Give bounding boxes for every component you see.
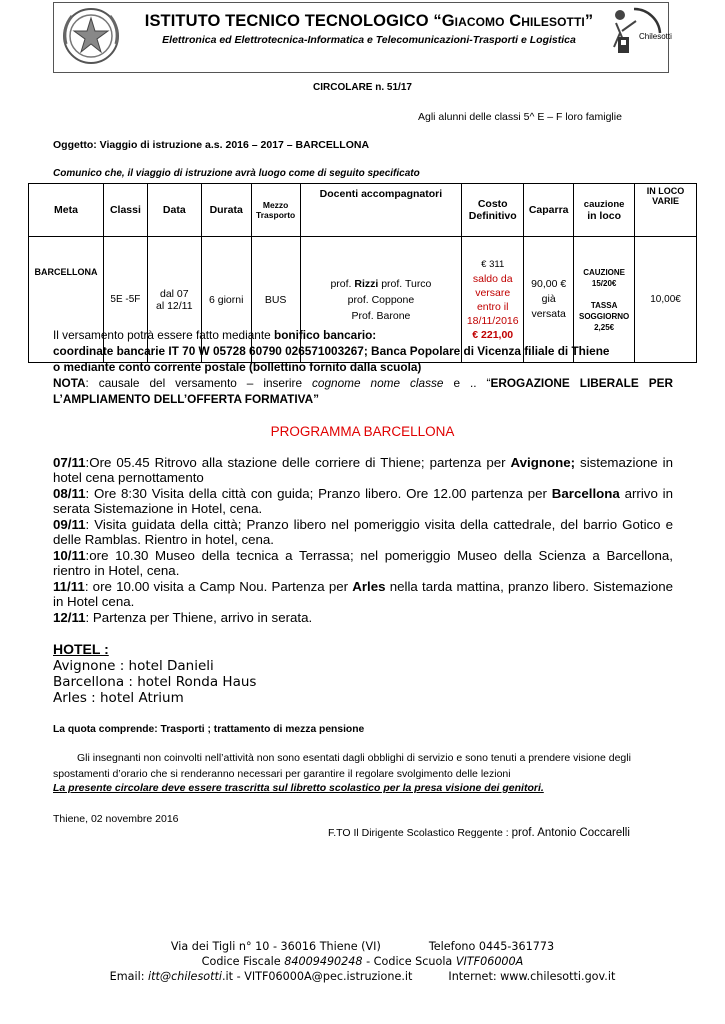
- program-day-4: 10/11:ore 10.30 Museo della tecnica a Terrassa; nel pomeriggio Museo della Scienza a Barcellona, rientro in Hotel, cena.: [53, 548, 673, 579]
- school-logo: [612, 3, 672, 55]
- republic-emblem-icon: [58, 6, 124, 66]
- col-durata: Durata: [201, 184, 251, 237]
- cell-durata: 6 giorni: [201, 237, 251, 363]
- cell-mezzo: BUS: [251, 237, 300, 363]
- school-logo-icon: [612, 3, 668, 55]
- document-date: Thiene, 02 novembre 2016: [53, 813, 179, 825]
- col-inloco: IN LOCO VARIE: [635, 184, 697, 237]
- cell-classi: 5E -5F: [103, 237, 147, 363]
- programma-title: PROGRAMMA BARCELLONA: [270, 424, 455, 439]
- payment-line-1: Il versamento potrà essere fatto mediante bonifico bancario:: [53, 328, 377, 342]
- subject: Oggetto: Viaggio di istruzione a.s. 2016 – 2017 – BARCELLONA: [53, 139, 370, 151]
- trascrizione-note: La presente circolare deve essere trascritta sul libretto scolastico per la presa visione dei genitori.: [53, 782, 544, 794]
- institute-subtitle: Elettronica ed Elettrotecnica-Informatica e Telecomunicazioni-Trasporti e Logistica: [162, 34, 576, 46]
- col-classi: Classi: [103, 184, 147, 237]
- col-cauzione: cauzione in loco: [574, 184, 635, 237]
- institute-title-close: ”: [584, 12, 594, 30]
- hotel-item: Avignone : hotel Danieli: [53, 658, 214, 674]
- program-day-5: 11/11: ore 10.00 visita a Camp Nou. Partenza per Arles nella tarda mattina, pranzo libero. Sistemazione in Hotel cena.: [53, 579, 673, 610]
- payment-iban: coordinate bancarie IT 70 W 05728 60790 026571003267; Banca Popolare di Vicenza filiale di Thiene: [53, 344, 610, 358]
- program-day-2: 08/11: Ore 8:30 Visita della città con guida; Pranzo libero. Ore 12.00 partenza per Barcellona arrivo in serata Sistemazione in Hotel, cena.: [53, 486, 673, 517]
- col-caparra: Caparra: [524, 184, 574, 237]
- footer-contacts: Email: itt@chilesotti.it - VITF06000A@pec.istruzione.it Internet: www.chilesotti.gov.it: [109, 970, 616, 983]
- signature-line: F.TO Il Dirigente Scolastico Reggente : prof. Antonio Coccarelli: [328, 827, 630, 839]
- cell-data: dal 07 al 12/11: [147, 237, 201, 363]
- cell-caparra: 90,00 € già versata: [524, 237, 574, 363]
- payment-nota: NOTA: causale del versamento – inserire cognome nome classe e .. “EROGAZIONE LIBERALE PER: [53, 376, 673, 390]
- hotel-item: Barcellona : hotel Ronda Haus: [53, 674, 257, 690]
- institute-title-main: ISTITUTO TECNICO TECNOLOGICO “: [144, 12, 442, 30]
- program-day-3: 09/11: Visita guidata della città; Pranzo libero nel pomeriggio visita della cattedrale, del barrio Gotico e delle Ramblas. Rientro in hotel, cena.: [53, 517, 673, 548]
- recipients: Agli alunni delle classi 5^ E – F loro famiglie: [418, 111, 622, 123]
- payment-postal: o mediante conto corrente postale (bollettino fornito dalla scuola): [53, 360, 422, 374]
- col-docenti: Docenti accompagnatori: [300, 184, 462, 237]
- program-day-1: 07/11:Ore 05.45 Ritrovo alla stazione delle corriere di Thiene; partenza per Avignone; sistemazione in hotel cena pernottamento: [53, 455, 673, 486]
- cell-inloco: 10,00€: [635, 237, 697, 363]
- col-data: Data: [147, 184, 201, 237]
- col-mezzo: Mezzo Trasporto: [251, 184, 300, 237]
- institute-title: [130, 12, 608, 31]
- payment-nota-cont: L’AMPLIAMENTO DELL’OFFERTA FORMATIVA”: [53, 392, 320, 406]
- institute-title-name: Giacomo Chilesotti: [441, 12, 585, 30]
- cell-meta: BARCELLONA: [29, 237, 104, 363]
- table-header-row: [29, 184, 697, 237]
- cell-costo: € 311 saldo da versare entro il 18/11/2016 € 221,00: [462, 237, 524, 363]
- program-day-6: 12/11: Partenza per Thiene, arrivo in serata.: [53, 610, 313, 625]
- quota-comprende: La quota comprende: Trasporti ; trattamento di mezza pensione: [53, 724, 365, 735]
- logo-text: Chilesotti: [639, 32, 672, 41]
- intro-line: Comunico che, il viaggio di istruzione avrà luogo come di seguito specificato: [53, 168, 420, 179]
- hotel-item: Arles : hotel Atrium: [53, 690, 184, 706]
- cell-cauzione: CAUZIONE 15/20€ TASSA SOGGIORNO 2,25€: [574, 237, 635, 363]
- insegnanti-note: Gli insegnanti non coinvolti nell’attività non sono esentati dagli obblighi di servizio e sono tenuti a prendere visione degli spostamenti d’orario che si renderanno necessari per garantire il regolare svolgimento delle lezioni: [53, 752, 631, 780]
- footer-address: Via dei Tigli n° 10 - 36016 Thiene (VI) Telefono 0445-361773: [170, 940, 555, 953]
- footer-codes: Codice Fiscale 84009490248 - Codice Scuola VITF06000A: [201, 955, 524, 968]
- hotel-title: HOTEL :: [53, 641, 109, 657]
- circolare-number: CIRCOLARE n. 51/17: [313, 82, 412, 93]
- cell-docenti: prof. Rizzi prof. Turco prof. Coppone Prof. Barone: [300, 237, 462, 363]
- col-meta: Meta: [29, 184, 104, 237]
- col-costo: Costo Definitivo: [462, 184, 524, 237]
